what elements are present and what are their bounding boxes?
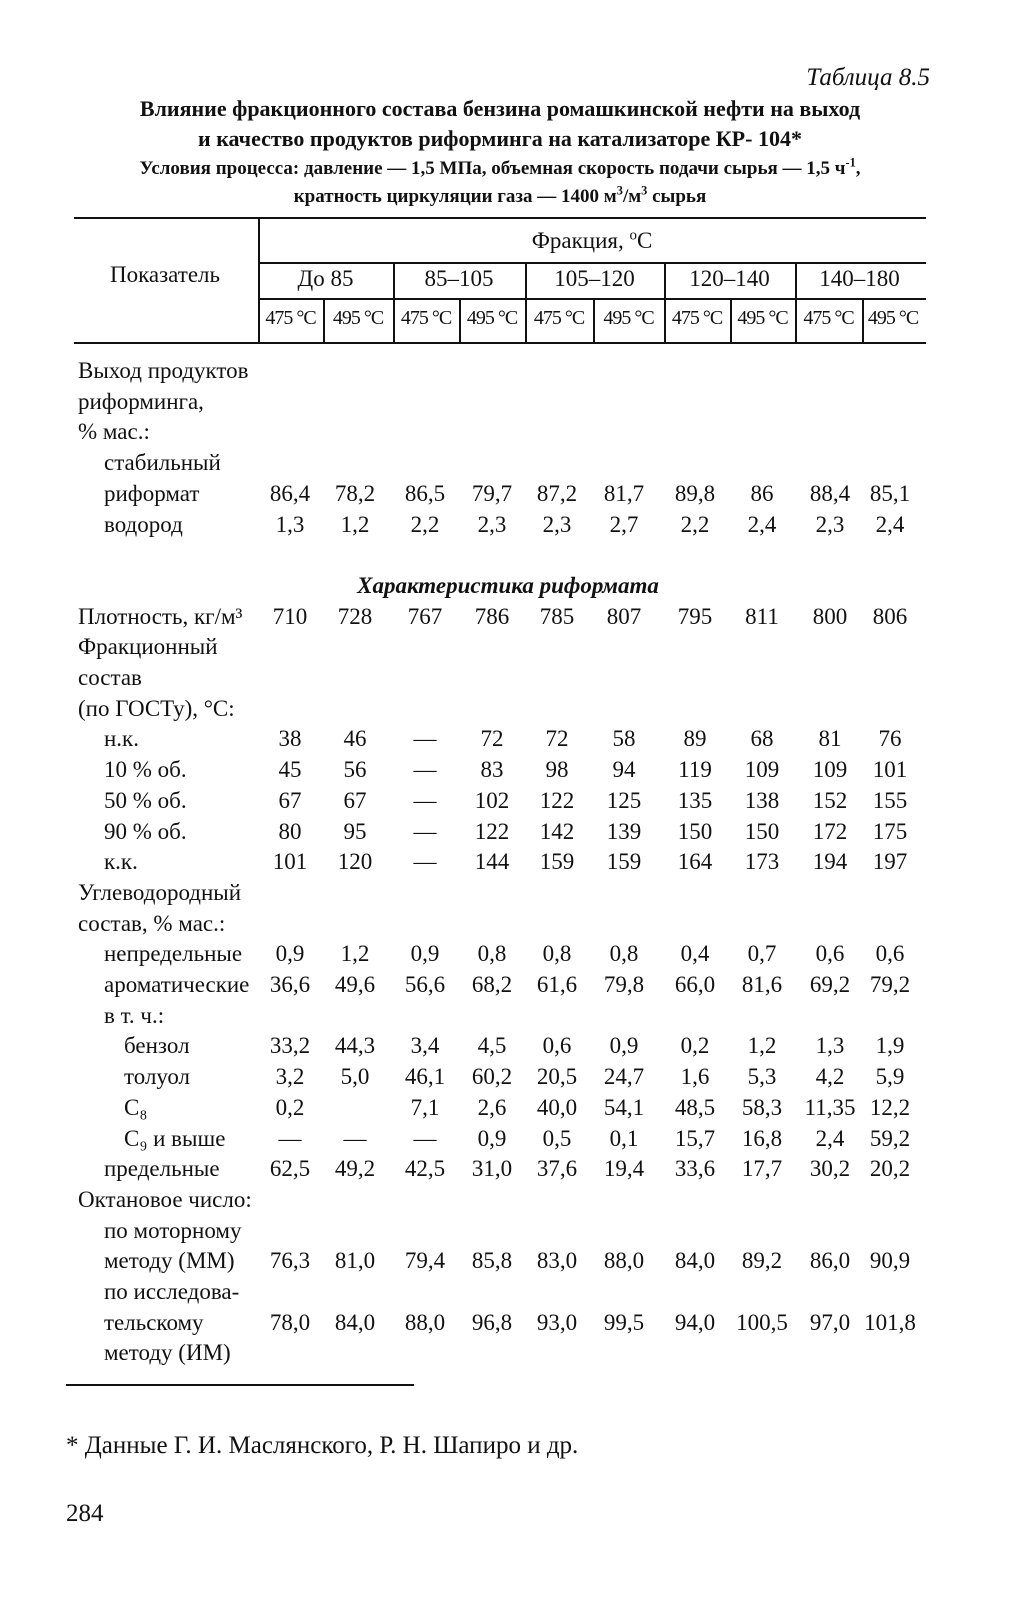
- table-cell: 30,2: [809, 1156, 851, 1182]
- table-cell: 97,0: [809, 1309, 851, 1335]
- process-conditions-line-1: Условия процесса: давление — 1,5 МПа, объемная скорость подачи сырья — 1,5 $ч^{-1}$,: [139, 155, 861, 179]
- table-cell: 102: [474, 787, 510, 813]
- table-cell: 45: [278, 757, 302, 783]
- table-cell: 159: [606, 849, 642, 875]
- table-cell: 150: [677, 818, 713, 844]
- table-cell: 78,2: [334, 480, 376, 506]
- table-cell: 101: [872, 757, 908, 783]
- table-cell: —: [413, 1125, 437, 1151]
- table-cell: 46: [343, 726, 367, 752]
- table-cell: 795: [677, 603, 713, 629]
- table-cell: 54,1: [603, 1094, 645, 1120]
- table-cell: 0,2: [275, 1094, 305, 1120]
- table-cell: 785: [539, 603, 575, 629]
- row-label: состав, % мас.:: [78, 910, 226, 936]
- row-label: Плотность, кг/м³: [78, 603, 243, 629]
- table-cell: 2,4: [747, 511, 777, 537]
- table-cell: 1,3: [815, 1033, 845, 1059]
- table-cell: 0,8: [609, 941, 639, 967]
- table-cell: 83,0: [536, 1248, 578, 1274]
- table-cell: 1,2: [340, 511, 370, 537]
- table-cell: 79,4: [404, 1248, 446, 1274]
- table-title-line-1: Влияние фракционного состава бензина ромашкинской нефти на выход: [139, 96, 861, 121]
- temperature-header: 495 °С: [867, 307, 919, 329]
- table-cell: 86: [750, 480, 774, 506]
- table-number: Таблица 8.5: [806, 64, 930, 91]
- row-label: 50 % об.: [104, 787, 187, 813]
- table-cell: 125: [606, 787, 642, 813]
- fraction-range-header: 105–120: [554, 266, 635, 291]
- row-label: по моторному: [104, 1217, 242, 1243]
- table-cell: 89,8: [674, 480, 716, 506]
- table-cell: 11,35: [804, 1094, 856, 1120]
- table-cell: 44,3: [334, 1033, 376, 1059]
- header-bottom-rule: [74, 342, 926, 344]
- row-label: методу (ИМ): [104, 1340, 231, 1366]
- table-cell: 5,3: [747, 1064, 777, 1090]
- table-cell: 81,6: [741, 972, 783, 997]
- table-cell: 194: [812, 849, 848, 875]
- table-cell: 86,5: [404, 480, 446, 506]
- table-cell: 31,0: [471, 1156, 513, 1182]
- table-cell: 81: [818, 726, 842, 752]
- row-label: водород: [104, 511, 183, 537]
- table-cell: 68: [750, 726, 774, 752]
- process-conditions-line-2: кратность циркуляции газа — 1400 $м^3/м^3$ сырья: [293, 183, 707, 207]
- table-cell: 786: [474, 603, 510, 629]
- table-cell: 56,6: [404, 972, 446, 997]
- table-cell: —: [343, 1125, 367, 1151]
- table-cell: 33,6: [674, 1156, 716, 1182]
- section-title: Характеристика риформата: [357, 572, 659, 598]
- table-cell: 164: [677, 849, 713, 875]
- fraction-header-rule: [258, 262, 926, 264]
- table-cell: 66,0: [674, 972, 716, 997]
- table-cell: 69,2: [809, 972, 851, 997]
- table-cell: 78,0: [269, 1309, 311, 1335]
- table-cell: —: [413, 726, 437, 752]
- table-cell: —: [278, 1125, 302, 1151]
- table-cell: 806: [872, 603, 908, 629]
- table-cell: 88,0: [603, 1248, 645, 1274]
- table-cell: 2,3: [815, 511, 845, 537]
- table-cell: 807: [606, 603, 642, 629]
- table-cell: 0,2: [680, 1033, 710, 1059]
- table-cell: —: [413, 818, 437, 844]
- table-cell: 101,8: [864, 1309, 916, 1335]
- table-cell: 2,6: [477, 1094, 507, 1120]
- row-label: (по ГОСТу), °С:: [78, 695, 235, 721]
- row-label: методу (ММ): [104, 1248, 235, 1274]
- table-cell: 2,2: [410, 511, 440, 537]
- table-cell: 37,6: [536, 1156, 578, 1182]
- table-cell: 2,4: [815, 1125, 845, 1151]
- table-cell: 72: [480, 726, 504, 752]
- fraction-range-header: 140–180: [819, 266, 900, 291]
- table-cell: 16,8: [741, 1125, 783, 1151]
- table-cell: 2,3: [477, 511, 507, 537]
- row-label: Углеводородный: [78, 879, 242, 905]
- table-cell: 48,5: [674, 1094, 716, 1120]
- table-cell: 0,9: [275, 941, 305, 967]
- table-cell: 159: [539, 849, 575, 875]
- table-cell: 56: [343, 757, 367, 783]
- row-label: C₉ и выше: [124, 1125, 226, 1151]
- temperature-header: 495 °С: [603, 307, 654, 329]
- table-cell: 2,2: [680, 511, 710, 537]
- table-cell: 49,2: [334, 1156, 376, 1182]
- fraction-range-header: 85–105: [424, 266, 494, 291]
- table-cell: 79,2: [869, 972, 911, 997]
- table-cell: 2,4: [875, 511, 905, 537]
- table-cell: 19,4: [603, 1156, 645, 1182]
- indicator-header: Показатель: [109, 262, 221, 287]
- table-cell: 87,2: [536, 480, 578, 506]
- row-label: 10 % об.: [104, 757, 187, 783]
- table-cell: 7,1: [410, 1094, 440, 1120]
- table-cell: 100,5: [736, 1309, 788, 1335]
- table-cell: 172: [812, 818, 848, 844]
- row-label: тельскому: [104, 1309, 204, 1335]
- table-cell: 3,4: [410, 1033, 440, 1059]
- table-cell: 811: [745, 603, 779, 629]
- table-cell: 93,0: [536, 1309, 578, 1335]
- table-cell: 15,7: [674, 1125, 716, 1151]
- table-cell: 0,9: [477, 1125, 507, 1151]
- table-cell: 728: [337, 603, 373, 629]
- temperature-header: 495 °С: [332, 307, 384, 329]
- fraction-header: Фракция, $^о$С: [531, 227, 653, 253]
- row-label: предельные: [104, 1156, 220, 1182]
- table-cell: 109: [744, 757, 780, 783]
- table-cell: 85,8: [471, 1248, 513, 1274]
- table-cell: 83: [480, 757, 504, 783]
- row-label: ароматические: [104, 972, 250, 997]
- table-cell: 86,0: [809, 1248, 851, 1274]
- table-cell: 1,2: [747, 1033, 777, 1059]
- table-cell: 20,5: [536, 1064, 578, 1090]
- table-cell: 767: [407, 603, 443, 629]
- table-cell: 1,3: [275, 511, 305, 537]
- table-title-line-2: и качество продуктов риформинга на катализаторе КР- 104*: [198, 126, 802, 151]
- temperature-header: 475 °С: [803, 307, 854, 329]
- row-label: C₈: [124, 1094, 148, 1120]
- table-cell: 33,2: [269, 1033, 311, 1059]
- row-label: риформат: [104, 480, 200, 506]
- table-cell: 138: [744, 787, 780, 813]
- table-cell: 62,5: [269, 1156, 311, 1182]
- table-cell: 0,6: [542, 1033, 572, 1059]
- table-cell: 24,7: [603, 1064, 645, 1090]
- table-cell: 79,8: [603, 972, 645, 997]
- table-cell: 710: [272, 603, 308, 629]
- table-cell: 0,8: [542, 941, 572, 967]
- temperature-header: 475 °С: [671, 307, 723, 329]
- table-cell: 173: [744, 849, 780, 875]
- table-cell: 61,6: [536, 972, 578, 997]
- table-cell: 139: [606, 818, 642, 844]
- row-label: Октановое число:: [78, 1186, 252, 1212]
- footnote: * Данные Г. И. Маслянского, Р. Н. Шапиро и др.: [66, 1432, 579, 1459]
- table-cell: 122: [474, 818, 510, 844]
- table-cell: 101: [272, 849, 308, 875]
- table-cell: 0,8: [477, 941, 507, 967]
- table-cell: 144: [474, 849, 510, 875]
- fraction-range-header: До 85: [297, 266, 354, 291]
- row-label: 90 % об.: [104, 818, 187, 844]
- table-cell: 81,7: [603, 480, 645, 506]
- table-cell: 68,2: [471, 972, 513, 997]
- table-cell: 40,0: [536, 1094, 578, 1120]
- table-cell: 800: [812, 603, 848, 629]
- table-cell: 94,0: [674, 1309, 716, 1335]
- table-cell: 84,0: [674, 1248, 716, 1274]
- table-cell: 197: [872, 849, 908, 875]
- table-cell: 84,0: [334, 1309, 376, 1335]
- temperature-header-rule: [258, 298, 926, 300]
- table-cell: 99,5: [603, 1309, 645, 1335]
- table-cell: 38: [278, 726, 302, 752]
- table-cell: 80: [278, 818, 302, 844]
- table-cell: 122: [539, 787, 575, 813]
- table-cell: 0,6: [815, 941, 845, 967]
- table-cell: 17,7: [741, 1156, 783, 1182]
- table-cell: 2,3: [542, 511, 572, 537]
- table-cell: 90,9: [869, 1248, 911, 1274]
- row-label: % мас.:: [78, 419, 150, 445]
- table-cell: 0,4: [680, 941, 710, 967]
- table-cell: 85,1: [869, 480, 911, 506]
- temperature-header: 475 °С: [400, 307, 452, 329]
- temperature-header: 475 °С: [265, 307, 316, 329]
- table-cell: 2,7: [609, 511, 639, 537]
- table-bottom-rule: [66, 1384, 414, 1386]
- table-cell: 4,5: [477, 1033, 507, 1059]
- table-cell: 12,2: [869, 1094, 911, 1120]
- table-cell: 67: [343, 787, 367, 813]
- table-cell: 135: [677, 787, 713, 813]
- table-cell: 96,8: [471, 1309, 513, 1335]
- table-cell: 119: [678, 757, 712, 783]
- table-cell: 152: [812, 787, 848, 813]
- table-cell: 58: [612, 726, 636, 752]
- table-cell: 0,1: [609, 1125, 639, 1151]
- row-label: состав: [78, 665, 142, 690]
- row-label: в т. ч.:: [104, 1002, 165, 1028]
- table-cell: 0,7: [747, 941, 777, 967]
- row-label: по исследова-: [104, 1279, 240, 1304]
- table-cell: 95: [343, 818, 367, 844]
- table-cell: 46,1: [404, 1064, 446, 1090]
- table-cell: 79,7: [471, 480, 513, 506]
- table-cell: 5,0: [340, 1064, 370, 1090]
- table-cell: 0,9: [410, 941, 440, 967]
- table-cell: 58,3: [741, 1094, 783, 1120]
- table-cell: 88,4: [809, 480, 851, 506]
- table-cell: 3,2: [275, 1064, 305, 1090]
- row-label: н.к.: [104, 726, 139, 752]
- table-cell: 175: [872, 818, 908, 844]
- table-cell: 88,0: [404, 1309, 446, 1335]
- table-cell: 67: [278, 787, 302, 813]
- row-label: толуол: [124, 1064, 191, 1090]
- page-number: 284: [66, 1500, 104, 1527]
- table-cell: 94: [612, 757, 636, 783]
- row-label: риформинга,: [78, 388, 204, 414]
- table-cell: 76,3: [269, 1248, 311, 1274]
- row-label: стабильный: [104, 450, 221, 476]
- table-cell: 60,2: [471, 1064, 513, 1090]
- table-cell: —: [413, 849, 437, 875]
- table-cell: 89,2: [741, 1248, 783, 1274]
- table-cell: 42,5: [404, 1156, 446, 1182]
- table-cell: 120: [337, 849, 373, 875]
- temperature-header: 495 °С: [737, 307, 788, 329]
- table-cell: 1,9: [875, 1033, 905, 1059]
- table-cell: 5,9: [875, 1064, 905, 1090]
- table-cell: 155: [872, 787, 908, 813]
- temperature-header: 495 °С: [466, 307, 518, 329]
- table-cell: 1,6: [680, 1064, 710, 1090]
- fraction-range-header: 120–140: [689, 266, 770, 291]
- table-top-rule: [74, 217, 926, 219]
- table-cell: 0,5: [542, 1125, 572, 1151]
- row-label: к.к.: [104, 849, 138, 875]
- row-label: Фракционный: [78, 634, 218, 660]
- table-cell: —: [413, 757, 437, 783]
- temperature-header: 475 °С: [533, 307, 585, 329]
- table-cell: 98: [545, 757, 569, 783]
- table-cell: 76: [878, 726, 902, 752]
- table-cell: 86,4: [269, 480, 311, 506]
- table-cell: 109: [812, 757, 848, 783]
- table-cell: 1,2: [340, 941, 370, 967]
- table-cell: 150: [744, 818, 780, 844]
- table-cell: —: [413, 787, 437, 813]
- table-cell: 0,6: [875, 941, 905, 967]
- row-label: непредельные: [104, 941, 243, 967]
- table-cell: 0,9: [609, 1033, 639, 1059]
- table-cell: 89: [683, 726, 707, 752]
- table-cell: 49,6: [334, 972, 376, 997]
- table-cell: 20,2: [869, 1156, 911, 1182]
- table-cell: 4,2: [815, 1064, 845, 1090]
- table-cell: 59,2: [869, 1125, 911, 1151]
- row-label: Выход продуктов: [78, 358, 249, 383]
- row-label: бензол: [124, 1033, 190, 1059]
- table-cell: 72: [545, 726, 569, 752]
- table-cell: 142: [539, 818, 575, 844]
- table-cell: 36,6: [269, 972, 311, 997]
- table-cell: 81,0: [334, 1248, 376, 1274]
